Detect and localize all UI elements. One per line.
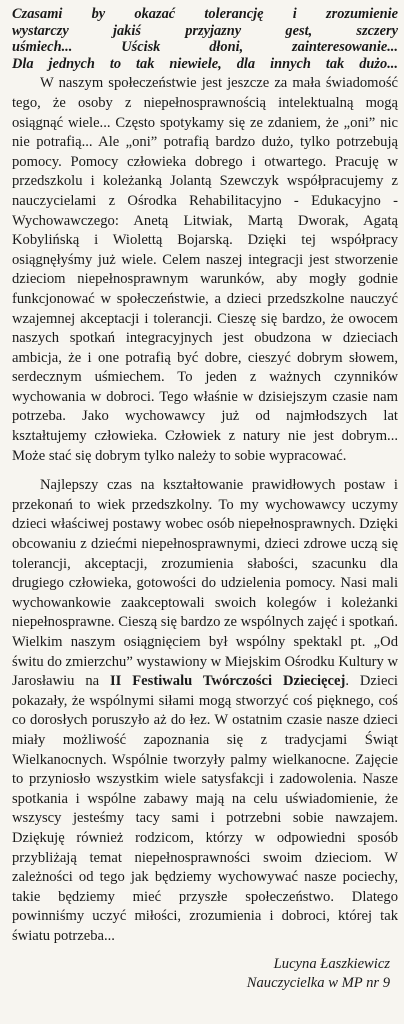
paragraph-text: . Dzieci pokazały, że wspólnymi siłami mogą stworzyć coś pięknego, coś co dorosłych poruszyło aż do łez. W ostatnim czasie nasze dzieci miały możliwość zapoznania się z tradycjami Świąt Wielkanocnych. Wspólnie tworzyły palmy wielkanocne. Zajęcie to przyniosło wszystkim wiele satysfakcji i zadowolenia. Nasze spotkania i wspólne zabawy mają na celu uświadomienie, że wszyscy jesteśmy tacy sami i potrzebni sobie nawzajem. Dziękuję również rodzicom, którzy w odpowiedni sposób przybliżają temat niepełnosprawności swoim dzieciom. W zależności od tego jak będziemy wychowywać nasze pociechy, takie będziemy mieć przyszłe społeczeństwo. Dlatego powinniśmy uczyć miłości, zrozumienia i dobroci, której tak światu potrzeba... bbox=[12, 673, 398, 944]
article-body bbox=[12, 74, 398, 946]
festival-name: II Festiwalu Twórczości Dziecięcej bbox=[110, 673, 346, 690]
paragraph-2 bbox=[12, 476, 398, 946]
paragraph-1 bbox=[12, 74, 398, 466]
intro-line: uśmiech... Uścisk dłoni, zainteresowanie... bbox=[12, 39, 398, 56]
paragraph-text: Najlepszy czas na kształtowanie prawidłowych postaw i przekonań to wiek przedszkolny. To my wychowawcy uczymy dzieci właściwej postawy wobec osób niepełnosprawnych. Dzięki obcowaniu z dziećmi niepełnosprawnymi, dzieci zdrowe uczą się tolerancji, akceptacji, zrozumienia słabości, szacunku dla drugiego człowieka, gotowości do udzielenia pomocy. Nasi mali wychowankowie zaakceptowali swoich kolegów i koleżanki niepełnosprawne. Cieszą się bardzo ze wspólnych zajęć i spotkań. Wielkim naszym osiągnięciem był wspólny spektakl pt. „Od świtu do zmierzchu” wystawiony w Miejskim Ośrodku Kultury w Jarosławiu na bbox=[12, 477, 398, 690]
author-role: Nauczycielka w MP nr 9 bbox=[246, 974, 390, 991]
author-signature bbox=[12, 955, 398, 993]
intro-line: Dla jednych to tak niewiele, dla innych tak dużo... bbox=[12, 55, 398, 72]
intro-line: wystarczy jakiś przyjazny gest, szczery bbox=[12, 22, 398, 39]
article-intro bbox=[12, 6, 398, 72]
paragraph-text: W naszym społeczeństwie jest jeszcze za mała świadomość tego, że osoby z niepełnosprawnością intelektualną mogą osiągnąć wiele... Często spotykamy się ze zdaniem, że „oni” nic nie potrafią... Ale „oni” potrafią bardzo dużo, tylko potrzebują pomocy. Pomocy człowieka dobrego i otwartego. Pracuję w przedszkolu i koleżanką Jolantą Szewczyk współpracujemy z nauczycielami z Ośrodka Rehabilitacyjno - Edukacyjno - Wychowawczego: Anetą Litwiak, Martą Dworak, Agatą Kobylińską i Wiolettą Bojarską. Dzięki tej współpracy osiągnęłyśmy już wiele. Celem naszej integracji jest stworzenie dzieciom niepełnosprawnym warunków, aby mogły godnie funkcjonować w społeczeństwie, a dzieci przedszkolne nauczyć wzajemnej akceptacji i tolerancji. Cieszę się bardzo, że owocem naszych spotkań integracyjnych jest obudzona w dzieciach ambicja, że i one potrafią być dobre, cieszyć dobrym słowem, serdecznym uśmiechem. To jeden z ważnych czynników wychowania w dobroci. Tego właśnie w dzisiejszym czasie nam potrzeba. Jako wychowawcy już od najmłodszych lat kształtujemy człowieka. Człowiek z natury nie jest dobrym... Może stać się dobrym tylko należy to sobie wypracować. bbox=[12, 75, 398, 464]
author-name: Lucyna Łaszkiewicz bbox=[273, 955, 390, 972]
intro-line: Czasami by okazać tolerancję i zrozumienie bbox=[12, 6, 398, 22]
